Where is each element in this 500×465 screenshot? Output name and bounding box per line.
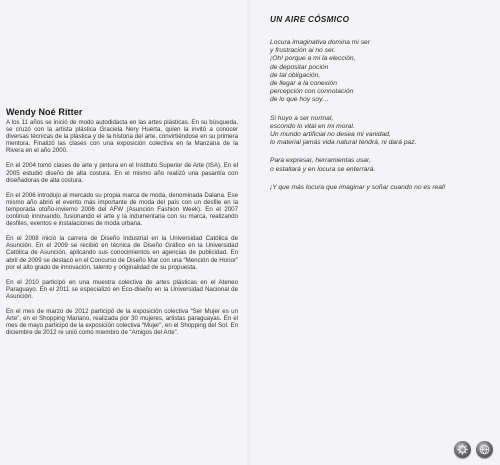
poem-line: y frustración ai no ser. — [270, 47, 336, 55]
poem-column — [270, 15, 496, 202]
poem-line: percepción con connotación — [270, 88, 354, 96]
bio-paragraph: En el 2006 introdujo al mercado su propia marca de moda, denominada Dalana. Ese mismo año abrió el evento más importante de moda del país con un desfile en la temporada otoño-invierno 2006 del AFW (Asunción Fashion Week). En el 2007 continuó innovando, fusionando el arte y la indumentaria con su marca, realizando desfiles, eventos e instalaciones de moda urbana. — [6, 191, 238, 228]
bio-paragraph: En el 2008 inició la carrera de Diseño Industrial en la Universidad Católica de Asunción. En el 2009 se recibió en técnica de Diseño Gráfico en la Universidad Católica de Asunción, aplicando sus conocimientos en agencias de publicidad. En abril de 2009 se destacó en el Concurso de Diseño Mar con una “Mención de Honor” por el alto grado de innovación, talento y originalidad de su propuesta. — [6, 235, 238, 271]
bio-paragraph: En el mes de marzo de 2012 participó de la exposición colectiva “Ser Mujer es un Arte”, en el Shopping Mariano, realizada por 30 mujeres, artistas paraguayas. En el mes de mayo participó de la exposición colectiva “Mujer”, en el Shopping del Sol. En diciembre de 2012 re unió como miembro de “Amigos del Arte”. — [6, 307, 238, 337]
biography-text — [6, 119, 238, 336]
poem-line: Si huyo a ser normal, — [270, 114, 334, 122]
poem-line: Un mundo artificial no desea mi vanidad, — [270, 131, 391, 139]
poem-line: escondo lo vital en mi moral. — [270, 122, 355, 130]
footer-icons — [452, 441, 496, 461]
poem-line: de llegar a la conexión — [270, 80, 337, 88]
biography-column — [6, 107, 238, 344]
poem-line: o estallará y en locura se enterrará. — [270, 165, 376, 173]
poem-line: Para expresar, herramientas usar, — [270, 157, 371, 165]
poem-stanza — [270, 157, 496, 173]
poem-line: de tal obligación, — [270, 71, 321, 79]
poem-line: ¡Y que más locura que imaginar y soñar cuando no es real! — [270, 183, 446, 191]
poem-line: de lo que hoy soy… — [270, 96, 330, 104]
poem-title: UN AIRE CÓSMICO — [270, 15, 350, 24]
page-fold — [247, 0, 253, 465]
bio-paragraph: En el 2010 participó en una muestra colectiva de artes plásticas en el Ateneo Paraguayo. En el 2011 se especializó en Eco-diseño en la Universidad Nacional de Asunción. — [6, 278, 238, 300]
poem-line: de depositar poción — [270, 63, 329, 71]
poem-stanza — [270, 39, 496, 105]
poem-stanza — [270, 115, 496, 148]
gear-icon — [454, 441, 471, 458]
poem-line: lo material jamás vida natural tendrá, ni dará paz. — [270, 139, 417, 147]
poem-line: Locura imaginativa domina mi ser — [270, 39, 370, 46]
bio-paragraph: A los 11 años se inició de modo autodidacta en las artes plásticas. En su búsqueda, se cruzó con la artista plástica Graciela Nery Huerta, quien la invitó a conocer diversas técnicas de la plástica y de la historia del arte, convirtiéndose en su primera mentora. Finalizó las clases con una exposición colectiva en la Manzana de la Rivera en el año 2000. — [6, 119, 238, 155]
author-name: Wendy Noé Ritter — [6, 107, 83, 117]
poem-line: ¡Oh! porque a mi la elección, — [270, 55, 356, 63]
poem-stanza — [270, 184, 496, 192]
globe-icon — [476, 441, 493, 458]
bio-paragraph: En el 2004 tomó clases de arte y pintura en el Instituto Superior de Arte (ISA). En el 2005 estudió diseño de alta costura. En el mismo año realizó una pasantía con diseñadoras de alta costura. — [6, 162, 238, 184]
